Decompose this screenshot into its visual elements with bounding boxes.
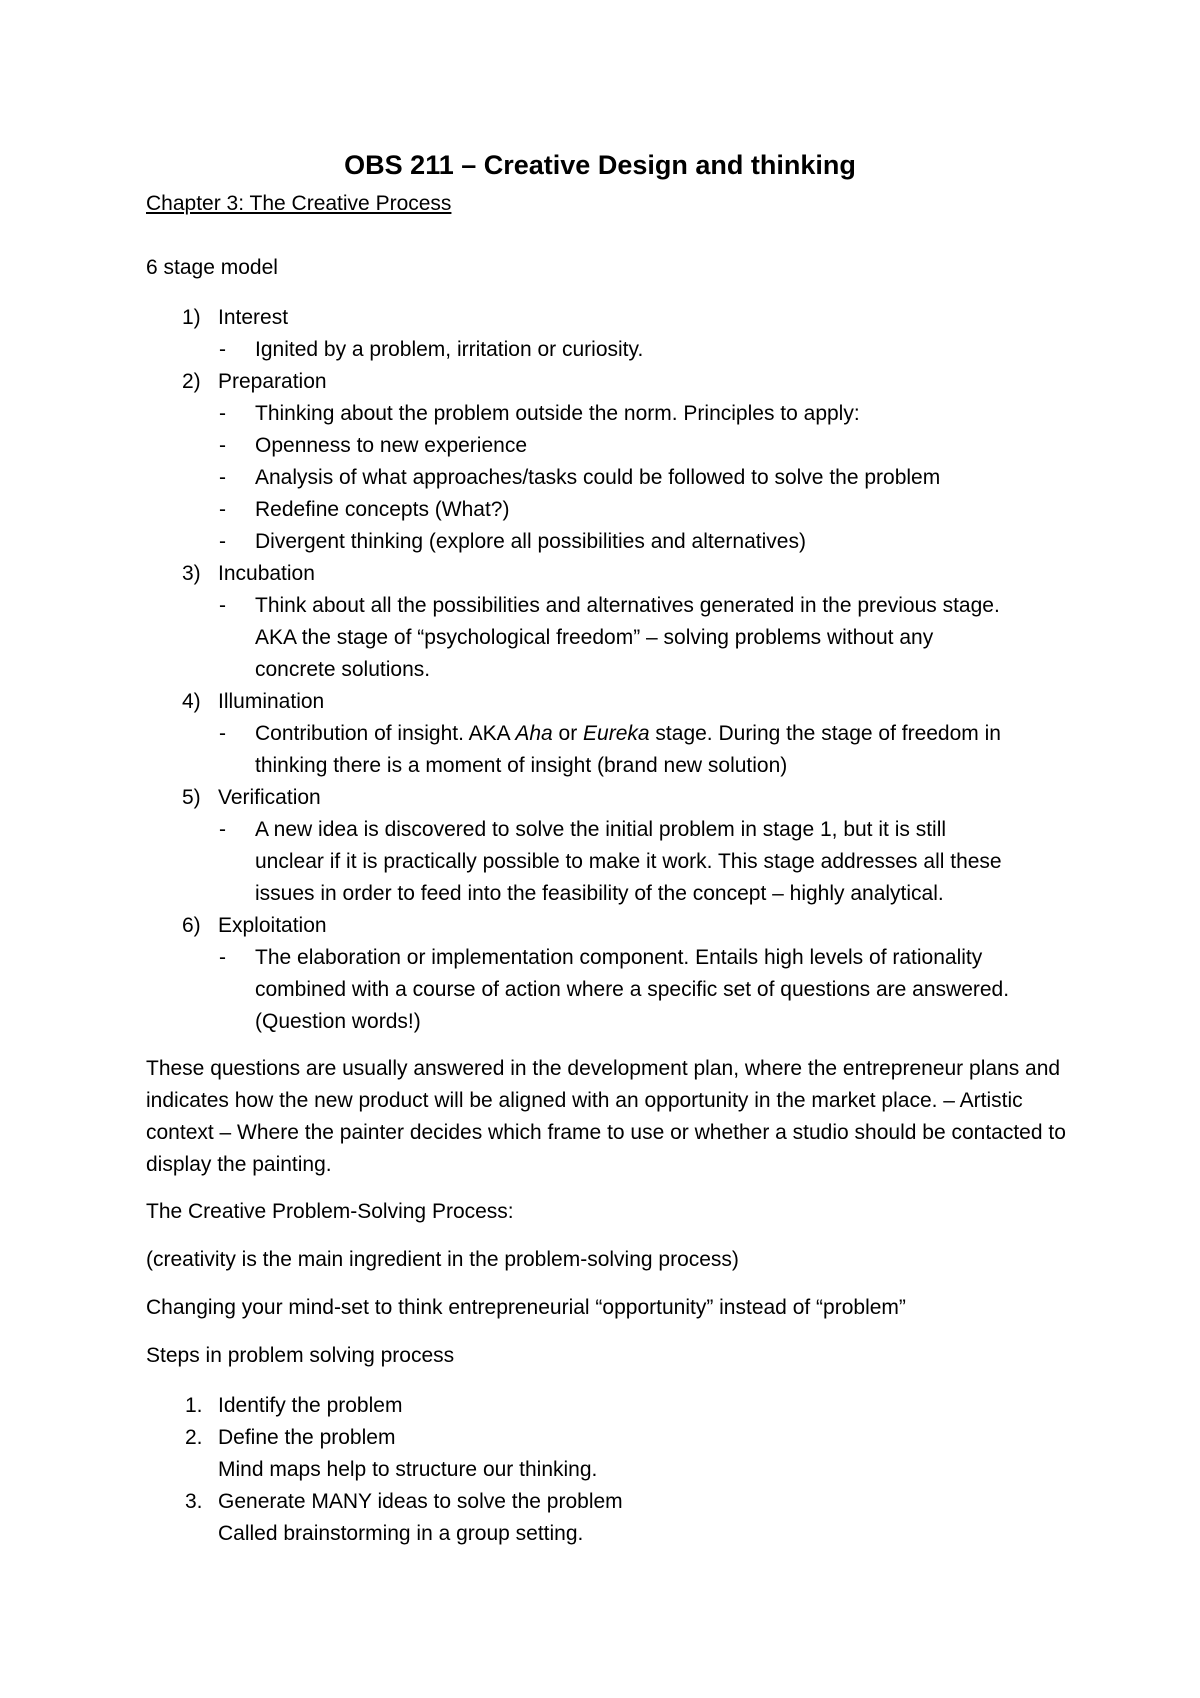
cps-note: (creativity is the main ingredient in the problem-solving process) xyxy=(146,1248,739,1271)
bullet-dash: - xyxy=(219,530,226,553)
stage-number: 2) xyxy=(182,370,201,393)
stage-point-continued: unclear if it is practically possible to make it work. This stage addresses all these xyxy=(255,850,1002,873)
step-number: 3. xyxy=(185,1490,203,1513)
bullet-dash: - xyxy=(219,818,226,841)
document-title: OBS 211 – Creative Design and thinking xyxy=(344,150,856,180)
bullet-dash: - xyxy=(219,498,226,521)
bullet-dash: - xyxy=(219,434,226,457)
stage-name: Interest xyxy=(218,306,289,329)
stage-point xyxy=(255,721,1001,747)
stage-point: The elaboration or implementation component. Entails high levels of rationality xyxy=(255,946,983,969)
stage-point: Analysis of what approaches/tasks could be followed to solve the problem xyxy=(255,466,941,489)
stage-point: Redefine concepts (What?) xyxy=(255,498,510,521)
stage-number: 5) xyxy=(182,786,201,809)
stage-number: 6) xyxy=(182,914,201,937)
italic-aha: Aha xyxy=(515,722,553,745)
bullet-dash: - xyxy=(219,594,226,617)
stage-point-continued: (Question words!) xyxy=(255,1010,421,1033)
stage-point: Ignited by a problem, irritation or curiosity. xyxy=(255,338,644,361)
stage-point-continued: concrete solutions. xyxy=(255,658,431,681)
point-text: Contribution of insight. AKA xyxy=(255,722,516,745)
stage-name: Exploitation xyxy=(218,914,327,937)
chapter-heading: Chapter 3: The Creative Process xyxy=(146,192,452,215)
stage-point: Openness to new experience xyxy=(255,434,528,457)
stage-number: 3) xyxy=(182,562,201,585)
stage-number: 1) xyxy=(182,306,201,329)
stage-point: Divergent thinking (explore all possibilities and alternatives) xyxy=(255,530,806,553)
bullet-dash: - xyxy=(219,466,226,489)
bullet-dash: - xyxy=(219,402,226,425)
step-subtext: Mind maps help to structure our thinking. xyxy=(218,1458,598,1481)
mindset-line: Changing your mind-set to think entrepreneurial “opportunity” instead of “problem” xyxy=(146,1296,906,1319)
point-text: stage. During the stage of freedom in xyxy=(649,722,1001,745)
bullet-dash: - xyxy=(219,338,226,361)
stage-point: Think about all the possibilities and alternatives generated in the previous stage. xyxy=(255,594,1000,617)
step-text: Define the problem xyxy=(218,1426,396,1449)
stage-point-continued: AKA the stage of “psychological freedom” – solving problems without any xyxy=(255,626,934,649)
development-plan-paragraph: These questions are usually answered in the development plan, where the entrepreneur plans and indicates how the new product will be aligned with an opportunity in the market place. – Artistic context – Where the painter decides which frame to use or whether a studio should be contacted to display the painting. xyxy=(146,1057,1066,1176)
stage-name: Illumination xyxy=(218,690,325,713)
cps-heading: The Creative Problem-Solving Process: xyxy=(146,1200,514,1223)
stage-point: Thinking about the problem outside the norm. Principles to apply: xyxy=(255,402,860,425)
step-number: 2. xyxy=(185,1426,203,1449)
stage-name: Verification xyxy=(218,786,321,809)
steps-heading: Steps in problem solving process xyxy=(146,1344,455,1367)
stage-point-continued: combined with a course of action where a specific set of questions are answered. xyxy=(255,978,1010,1001)
stage-point: A new idea is discovered to solve the initial problem in stage 1, but it is still xyxy=(255,818,947,841)
model-heading: 6 stage model xyxy=(146,256,278,279)
stage-name: Preparation xyxy=(218,370,327,393)
stage-name: Incubation xyxy=(218,562,315,585)
bullet-dash: - xyxy=(219,722,226,745)
step-text: Identify the problem xyxy=(218,1394,403,1417)
stage-number: 4) xyxy=(182,690,201,713)
point-text: or xyxy=(552,722,584,745)
stage-point-continued: issues in order to feed into the feasibility of the concept – highly analytical. xyxy=(255,882,944,905)
step-subtext: Called brainstorming in a group setting. xyxy=(218,1522,584,1545)
stage-point-continued: thinking there is a moment of insight (brand new solution) xyxy=(255,754,788,777)
step-number: 1. xyxy=(185,1394,203,1417)
bullet-dash: - xyxy=(219,946,226,969)
italic-eureka: Eureka xyxy=(583,722,650,745)
step-text: Generate MANY ideas to solve the problem xyxy=(218,1490,623,1513)
